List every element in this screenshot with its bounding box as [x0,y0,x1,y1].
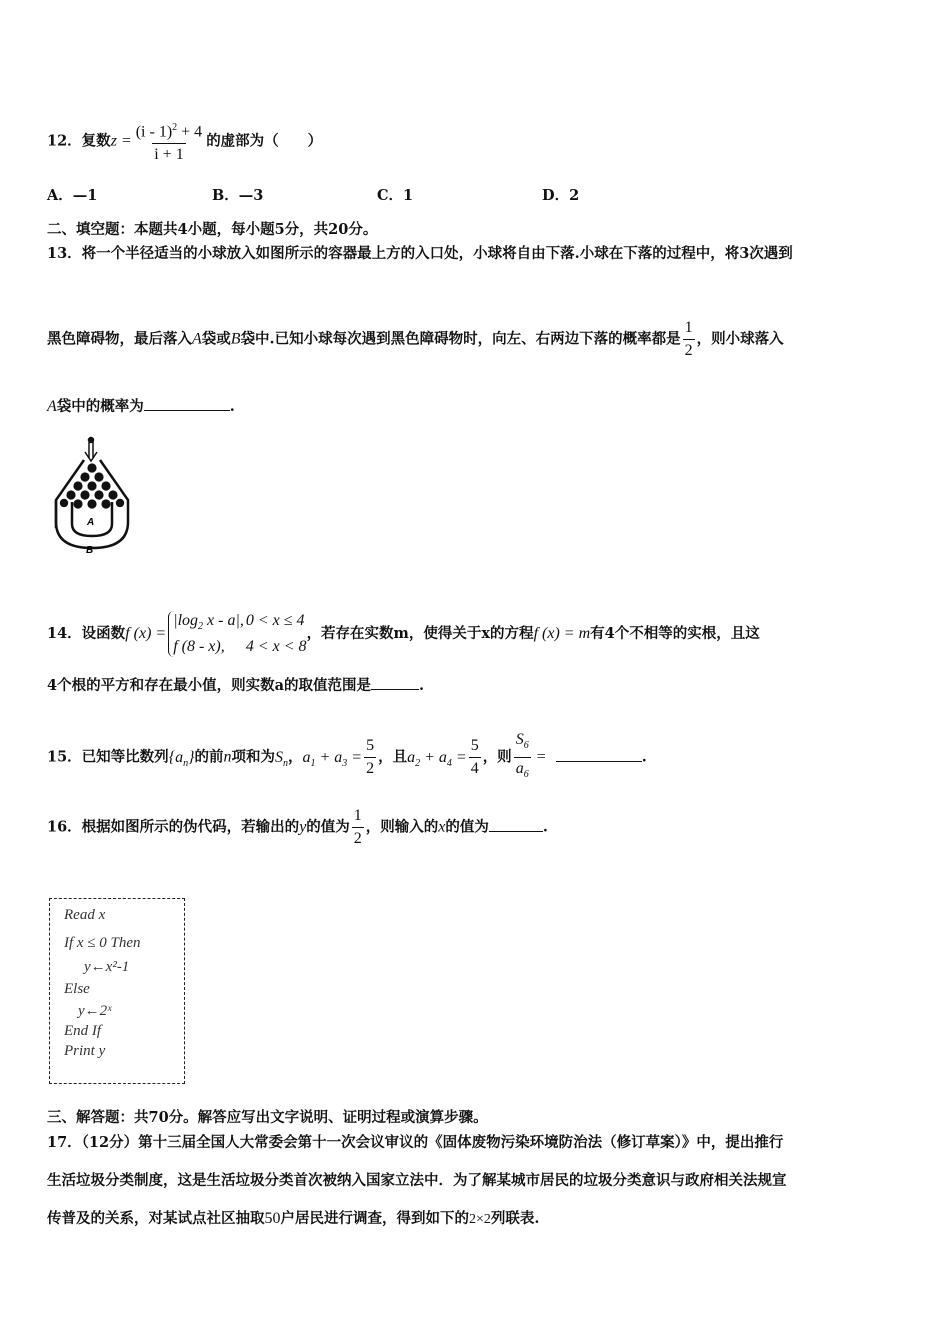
code-line-read: Read x [64,907,106,923]
q16-stem [47,806,548,849]
q15-s-sub: n [283,757,288,769]
section-3-heading: 三、解答题：共70分。解答应写出文字说明、证明过程或演算步骤。 [47,1109,488,1126]
q14-stem [47,611,760,657]
q14-case1-expr: |log [173,612,199,629]
q14-line2 [47,674,424,696]
q15-seq-close: } [188,748,195,766]
q12-num-tail: + 4 [177,123,203,141]
q13-line3-b: 袋中的概率为 [56,398,144,415]
q15-prefix: 15．已知等比数列 [47,748,169,766]
q17-line2: 生活垃圾分类制度，这是生活垃圾分类首次被纳入国家立法中．为了解某城市居民的垃圾分类意识与政府相关法规宣 [47,1172,787,1189]
q12-suffix: 的虚部为（ ） [206,132,323,150]
q14-case2-cond: 4 < x < 8 [245,638,307,656]
q13-half [683,318,695,361]
q16-prefix: 16．根据如图所示的伪代码，若输出的 [47,818,300,836]
q14-line2-end: . [418,677,425,694]
q15-and: ，且 [378,748,408,766]
q13-half-den: 2 [683,339,695,361]
q17-number-50: 50 [264,1210,281,1227]
q13-answer-blank[interactable] [144,395,230,411]
q13-line3 [47,395,235,417]
code-line-print: Print y [64,1043,106,1059]
q15-frac1 [364,736,376,779]
code-line-else: Else [64,981,90,997]
q13-line1: 13．将一个半径适当的小球放入如图所示的容器最上方的入口处，小球将自由下落.小球在下落的过程中，将3次遇到 [47,245,793,262]
bag-a-label: A [87,517,95,528]
q16-mid2: ，则输入的 [365,818,439,836]
q17-line3 [47,1209,539,1230]
q15-ratio [514,730,531,785]
q15-frac1-num: 5 [366,737,375,755]
q14-piecewise [168,611,306,657]
q17-line1: 17．（12分）第十三届全国人大常委会第十一次会议审议的《固体废物污染环境防治法（修订草案）》中，提出推行 [47,1134,784,1151]
q14-answer-blank[interactable] [371,674,419,690]
code-line-assign1: y←x²-1 [84,959,130,975]
q17-line3-b: 户居民进行调查，得到如下的 [280,1210,469,1227]
q13-line3-end: . [229,398,235,415]
q14-tail: 有4个不相等的实根，且这 [590,625,760,643]
q17-line3-a: 传普及的关系，对某试点社区抽取 [47,1210,265,1227]
q14-case1 [173,611,244,637]
q13-line2-c: 袋中.已知小球每次遇到黑色障碍物时，向左、右两边下落的概率都是 [240,330,681,348]
q15-frac2-num: 5 [470,737,479,755]
q13-line2 [47,318,784,361]
q14-line2-text: 4个根的平方和存在最小值，则实数a的取值范围是 [47,677,371,694]
q12-stem [47,118,322,165]
q14-case1-base: 2 [198,621,204,633]
q12-den: i + 1 [152,143,185,165]
q15-sum2: $a_2 + a_4$ = [407,748,467,769]
q14-fx: f (x) = [125,625,167,643]
q13-var-a: A [192,330,202,348]
q15-sum1: $a_1 + a_3$ = [302,748,363,769]
q13-line2-d: ，则小球落入 [696,330,784,348]
code-line-if: If x ≤ 0 Then [64,935,141,951]
q15-sequence [168,748,195,769]
q12-num: (i - 1) [135,123,173,141]
q15-then: ，则 [482,748,512,766]
q15-frac1-den: 2 [364,757,376,779]
q14-case2: f (8 - x), [173,638,225,656]
q17-table-size: 2×2 [469,1212,491,1227]
q12-fraction [134,118,204,165]
q13-line2-a: 黑色障碍物，最后落入 [47,330,192,348]
q12-z-eq: z = [110,132,132,150]
section-2-heading: 二、填空题：本题共4小题，每小题5分，共20分。 [47,221,378,238]
entrance-arrow-icon [85,438,97,462]
q16-pseudocode-box [49,898,185,1084]
q13-line3-var-a: A [47,398,57,415]
q16-half [352,806,364,849]
q16-y: y [299,818,307,836]
q13-var-b: B [230,330,241,348]
q16-tail: 的值为 [445,818,489,836]
q14-case1-tail: x - a|, [203,612,244,629]
obstacle-dots [60,463,124,508]
q15-frac2-den: 4 [469,757,481,779]
q12-options [47,186,647,206]
q12-prefix: 12．复数 [47,132,111,150]
q16-half-den: 2 [352,827,364,849]
q14-equation: f (x) = m [533,625,591,643]
q15-n: n [223,748,232,766]
q13-half-num: 1 [684,319,693,336]
q12-num-exp: 2 [172,122,178,133]
q15-mid1: 的前 [194,748,224,766]
bag-b-label: B [86,545,94,556]
q15-stem: 15．已知等比数列$\{a_n\}$的前n项和为$S_n$，$a_1 + a_3$ = $\frac{5}{2}$ ，且$a_2 + a_4$ = $\frac{5}{4}$ ，则 $\frac{S_6}{a_6}$ = . [47,730,647,785]
q16-half-num: 1 [353,807,362,824]
q16-x: x [438,818,446,836]
q12-option-a[interactable]: A．—1 [47,187,98,204]
q15-mid2: 项和为 [231,748,275,766]
q14-mid: ，若存在实数m，使得关于x的方程 [306,625,534,643]
q15-seq-sub: n [183,757,189,769]
q12-option-d[interactable]: D．2 [542,187,580,204]
q17-line3-c: 列联表. [490,1210,540,1227]
q12-option-c[interactable]: C．1 [377,187,414,204]
q14-case1-cond: 0 < x ≤ 4 [245,612,305,629]
q15-frac2 [469,736,481,779]
q15-comma: ， [288,748,303,766]
code-line-assign2: y←2ˣ [78,1003,112,1019]
q15-ratio-den: a [515,760,524,778]
q13-figure [50,436,134,558]
q15-ratio-num: S [515,731,524,748]
q15-sn [275,748,288,769]
q12-option-b[interactable]: B．—3 [212,187,264,204]
q16-mid: 的值为 [306,818,350,836]
q15-answer-blank[interactable] [556,746,642,762]
q15-s: S [275,748,283,766]
q13-line2-b: 袋或 [201,330,231,348]
code-line-endif: End If [64,1023,102,1039]
q16-answer-blank[interactable] [489,816,543,832]
q15-end: . [641,748,647,766]
q15-ratio-den-sub: 6 [523,769,529,781]
q15-ratio-num-sub: 6 [523,740,529,752]
q15-seq-open: {a [168,748,184,766]
q16-end: . [542,818,548,836]
q14-prefix: 14．设函数 [47,625,126,643]
